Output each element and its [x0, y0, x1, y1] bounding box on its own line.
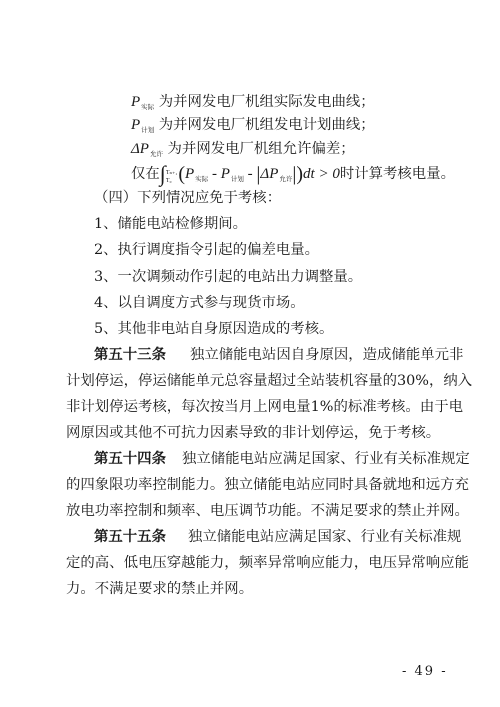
article-number: 第五十三条: [94, 346, 166, 363]
article-line: 力。不满足要求的禁止并网。: [66, 581, 254, 597]
article-text: 独立储能电站因自身原因，造成储能单元非: [189, 347, 464, 363]
definition-text: 为并网发电厂机组允许偏差；: [167, 141, 355, 157]
article-line: 计划停运，停运储能单元总容量超过全站装机容量的30%，纳入: [66, 373, 473, 389]
article-line: 网原因或其他不可抗力因素导致的非计划停运，免于考核。: [66, 425, 441, 441]
formula-suffix: 时计算考核电量。: [339, 166, 455, 182]
list-item: 2、执行调度指令引起的偏差电量。: [94, 242, 320, 258]
article-number: 第五十四条: [94, 450, 166, 467]
article-55-first-line: [94, 527, 461, 547]
definition-line: [131, 115, 375, 141]
list-item: 1、储能电站检修期间。: [94, 216, 248, 232]
symbol-delta-p-allow: $\Delta P_{允许}$: [131, 141, 163, 158]
integral-limits: Tₙ₊₁ T₀: [165, 170, 178, 184]
article-line: 放电功率控制和频率、电压调节功能。不满足要求的禁止并网。: [66, 503, 469, 519]
formula-prefix: 仅在: [131, 166, 160, 182]
definition-text: 为并网发电厂机组实际发电曲线；: [158, 94, 375, 110]
integral-sign: ∫: [159, 161, 166, 186]
article-number: 第五十五条: [94, 528, 166, 545]
article-line: 定的高、低电压穿越能力，频率异常响应能力，电压异常响应能: [66, 555, 469, 571]
article-line: 的四象限功率控制能力。独立储能电站应同时具备就地和远方充: [66, 477, 469, 493]
list-item: 4、以自调度方式参与现货市场。: [94, 295, 305, 311]
list-item: 5、其他非电站自身原因造成的考核。: [94, 321, 334, 337]
definition-text: 为并网发电厂机组发电计划曲线；: [158, 117, 375, 133]
symbol-p-plan: $P_{计划}$: [131, 117, 155, 134]
article-text: 独立储能电站应满足国家、行业有关标准规: [187, 529, 462, 545]
article-54-first-line: [94, 449, 470, 469]
article-line: 非计划停运考核，每次按当月上网电量1%的标准考核。由于电: [66, 399, 463, 415]
list-item: 3、一次调频动作引起的电站出力调整量。: [94, 269, 363, 285]
article-text: 独立储能电站应满足国家、行业有关标准规定: [181, 451, 470, 467]
formula-line: [131, 161, 455, 190]
article-53-first-line: [94, 345, 463, 365]
symbol-p-actual: $P_{实际}$: [131, 94, 155, 111]
integral-formula: ∫Tₙ₊₁ T₀ $(P_{实际} - P_{计划} - |\Delta P_{允许}|)dt > 0$: [159, 161, 340, 186]
section-heading: （四）下列情况应免于考核：: [94, 190, 282, 206]
page-number: - 49 -: [402, 664, 448, 679]
